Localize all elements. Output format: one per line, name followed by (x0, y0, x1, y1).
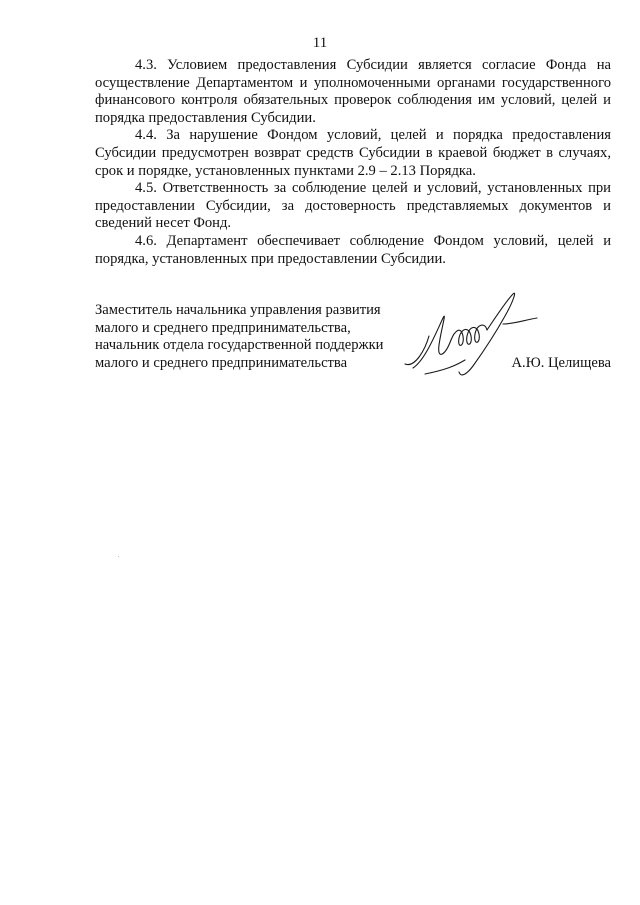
paragraph-4-3: 4.3. Условием предоставления Субсидии является согласие Фонда на осуществление Департаментом и уполномоченными органами государственного финансового контроля обязательных проверок соблюдения им условий, целей и порядка предоставления Субсидии. (95, 57, 611, 126)
signatory-title-line: начальник отдела государственной поддержки (95, 337, 384, 354)
signature-block (95, 302, 611, 392)
signatory-name: А.Ю. Целищева (511, 355, 611, 371)
signatory-title (95, 302, 405, 372)
paragraph-4-5: 4.5. Ответственность за соблюдение целей и условий, установленных при предоставлении Субсидии, за достоверность представляемых документов и сведений несет Фонд. (95, 180, 611, 232)
paragraph-4-6: 4.6. Департамент обеспечивает соблюдение Фондом условий, целей и порядка, установленных при предоставлении Субсидии. (95, 232, 611, 267)
page-number: 11 (312, 35, 328, 51)
signatory-title-line: малого и среднего предпринимательства, (95, 319, 351, 336)
document-body (95, 57, 611, 268)
signatory-title-line: Заместитель начальника управления развития (95, 302, 381, 318)
handwritten-signature (395, 290, 555, 390)
paragraph-4-4: 4.4. За нарушение Фондом условий, целей и порядка предоставления Субсидии предусмотрен возврат средств Субсидии в краевой бюджет в случаях, срок и порядке, установленных пунктами 2.9 – 2.13 Порядка. (95, 127, 611, 179)
signatory-title-line: малого и среднего предпринимательства (95, 354, 348, 371)
scan-artifact (118, 556, 119, 557)
